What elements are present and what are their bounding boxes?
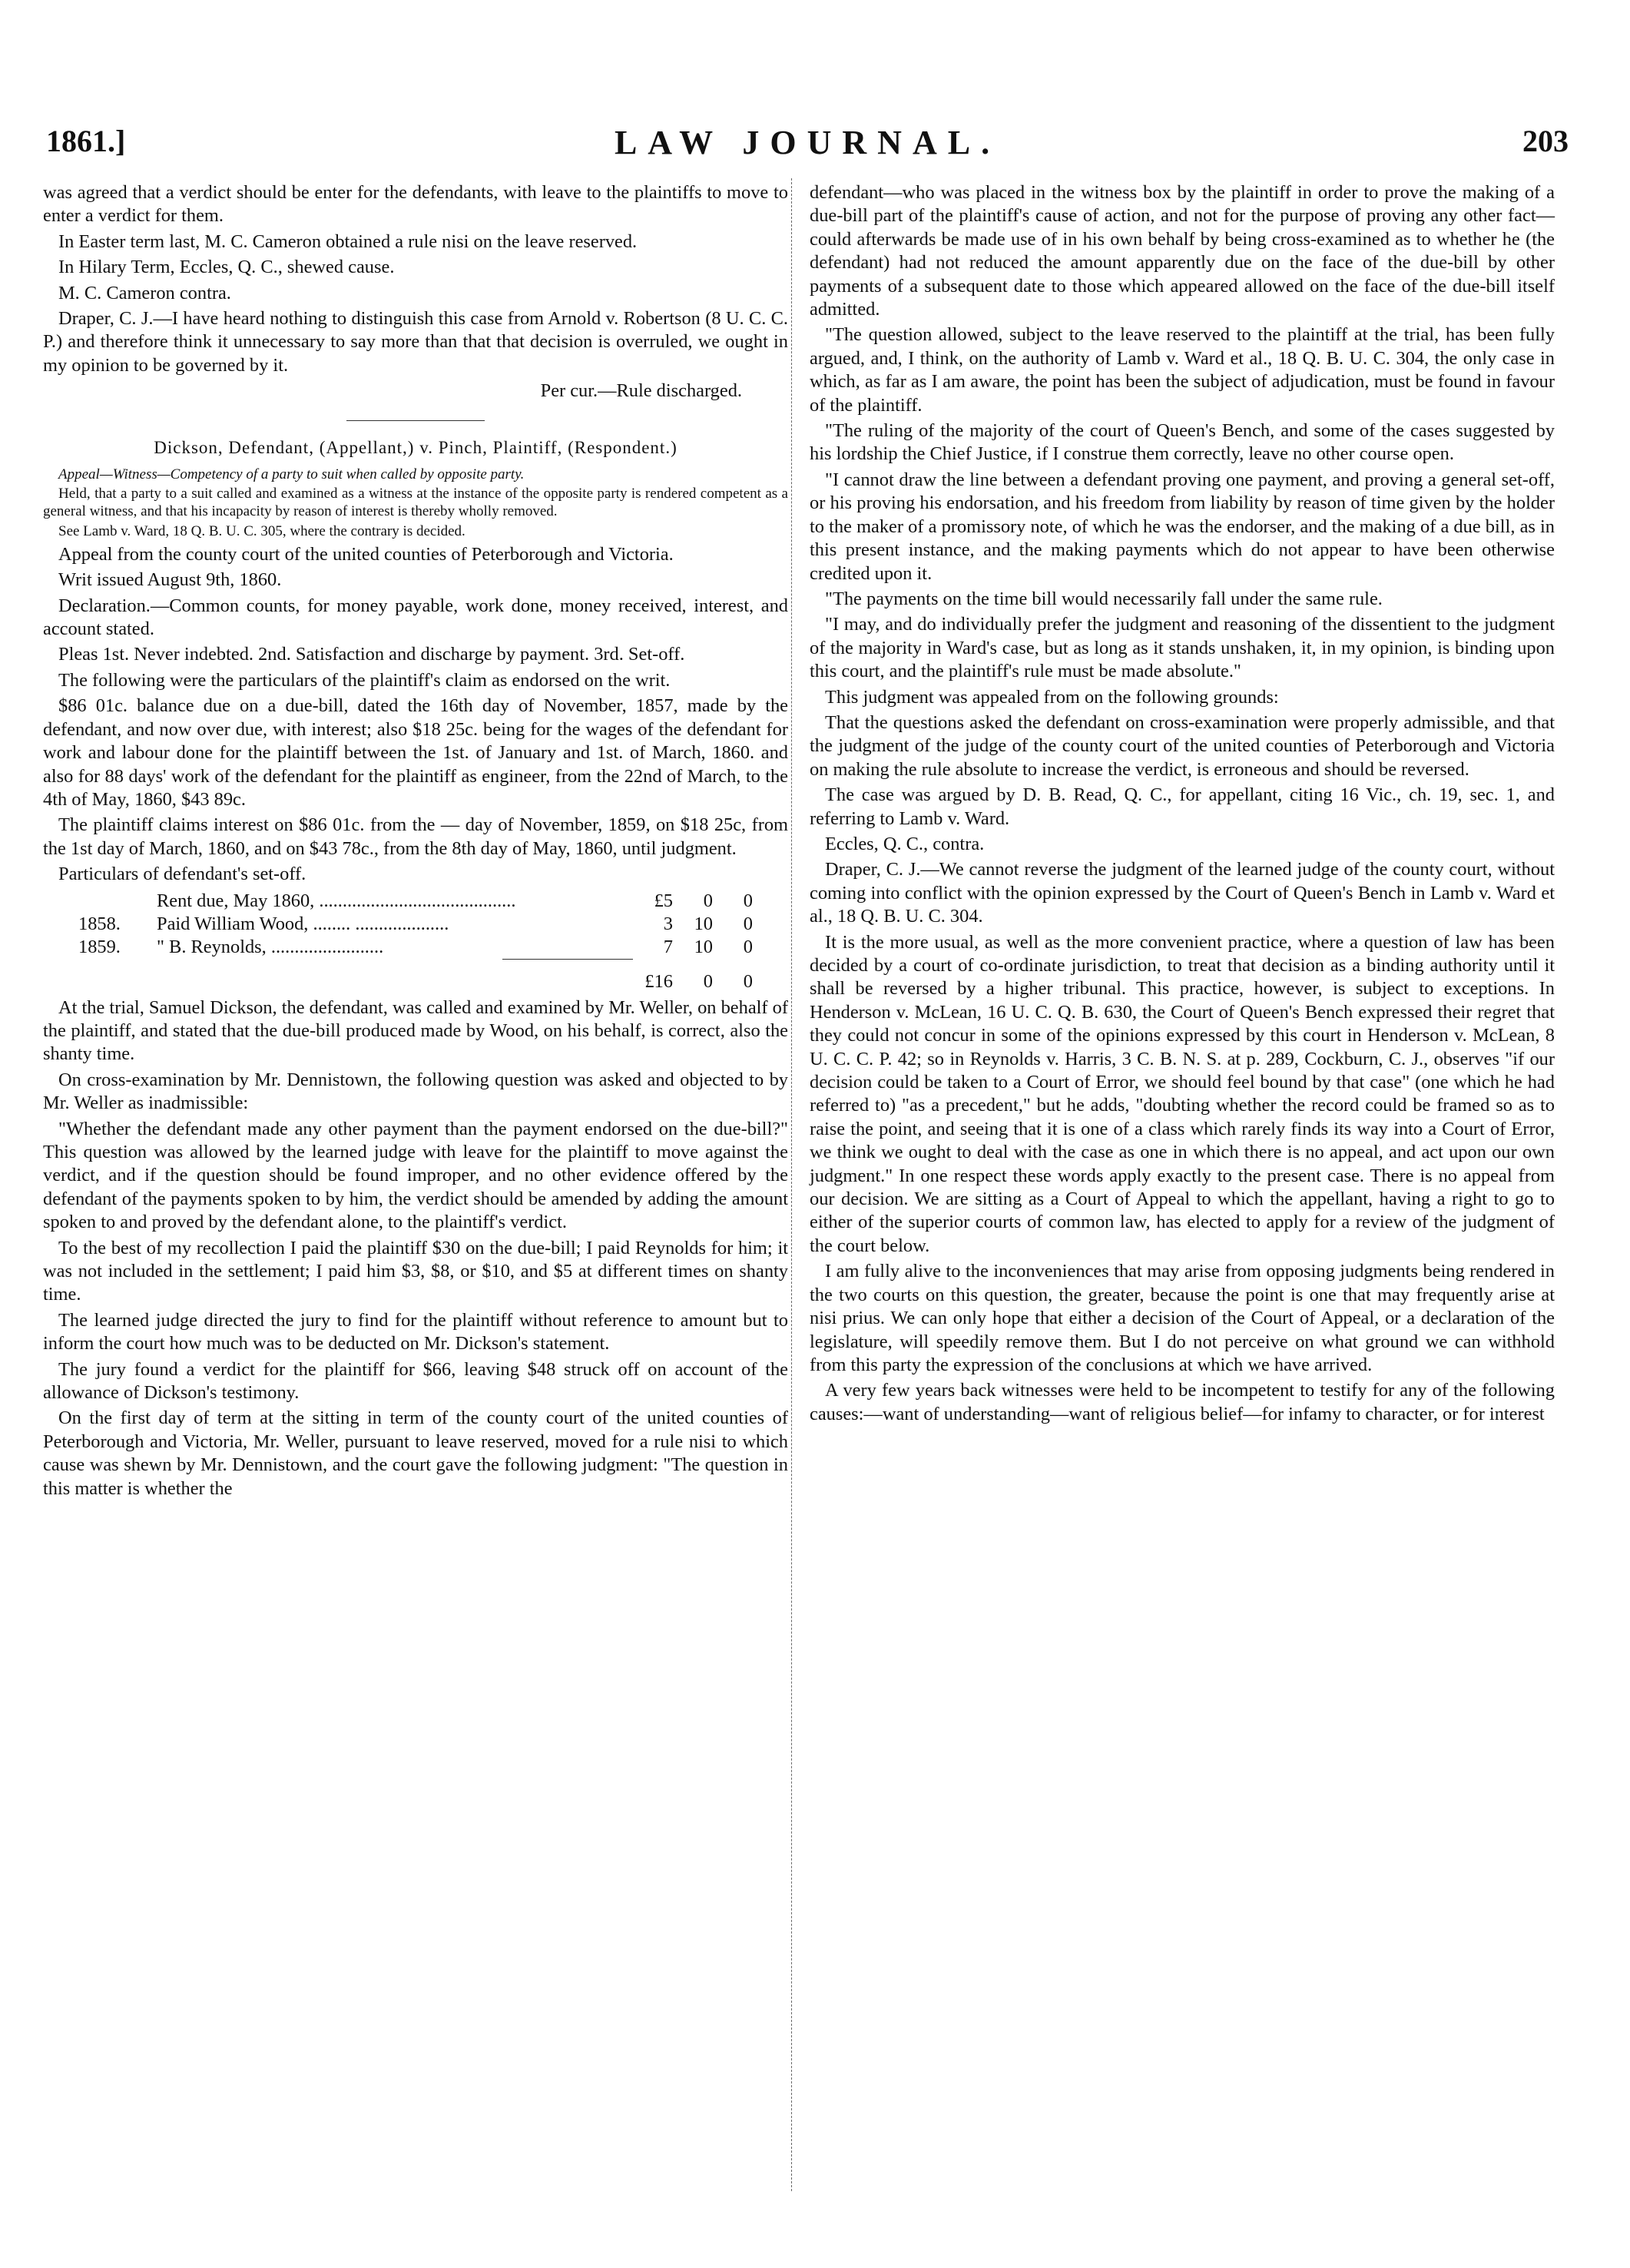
setoff-desc: Rent due, May 1860, .......................................... [157,890,516,911]
setoff-shillings: 10 [694,913,713,934]
setoff-pounds: £5 [654,890,673,911]
setoff-shillings: 0 [703,890,713,911]
paragraph: defendant—who was placed in the witness box by the plaintiff in order to prove the making of a due-bill part of the plaintiff's cause of action, and not for the purpose of proving any other fact—could afterwards be made use of in his own behalf by being cross-examined as to whether he (the defendant) had not reduced the amount apparently due on the face of the due-bill by other payments of a subsequent date to those which appeared allowed on the face of the due-bill itself admitted. [810,182,1555,320]
paragraph: The following were the particulars of the plaintiff's claim as endorsed on the writ. [58,669,671,691]
table-row [74,913,757,936]
paragraph: "The payments on the time bill would necessarily fall under the same rule. [825,588,1383,609]
setoff-total-pounds: £16 [644,970,673,992]
setoff-total-shillings: 0 [703,970,713,992]
setoff-pounds: 7 [663,936,673,957]
paragraph: "The question allowed, subject to the leave reserved to the plaintiff at the trial, has been fully argued, and, I think, on the authority of Lamb v. Ward et al., 18 Q. B. U. C. 304, the only case in which, as far as I am aware, the point has been the subject of adjudication, must be found in favour of the plaintiff. [810,324,1555,416]
paragraph: That the questions asked the defendant on cross-examination were properly admissible, and that the judgment of the judge of the county court of the united counties of Peterborough and Victoria on making the rule absolute to increase the verdict, is erroneous and should be reversed. [810,711,1555,780]
paragraph: was agreed that a verdict should be enter for the defendants, with leave to the plaintiffs to move to enter a verdict for them. [43,182,788,227]
paragraph: $86 01c. balance due on a due-bill, dated the 16th day of November, 1857, made by the defendant, and now over due, with interest; also $18 25c. being for the wages of the defendant for work and labour done for the plaintiff between the 1st. of January and 1st. of March, 1860. and also for 88 days' work of the defendant for the plaintiff as engineer, from the 22nd of March, to the 4th of May, 1860, $43 89c. [43,695,788,810]
setoff-pence: 0 [743,936,753,957]
case-title: Dickson, Defendant, (Appellant,) v. Pinch, Plaintiff, (Respondent.) [154,437,678,457]
paragraph: To the best of my recollection I paid the plaintiff $30 on the due-bill; I paid Reynolds for him; it was not included in the settlement; I paid him $3, $8, or $10, and $5 at different times on shanty time. [43,1237,788,1305]
journal-title: LAW JOURNAL. [614,124,1001,161]
paragraph: A very few years back witnesses were held to be incompetent to testify for any of the following causes:—want of understanding—want of religious belief—for infamy to character, or for interest [810,1380,1555,1424]
paragraph: "Whether the defendant made any other payment than the payment endorsed on the due-bill?" This question was allowed by the learned judge with leave for the plaintiff to move against the verdict, and if the question should be found improper, and no other evidence offered by the defendant of the payments spoken to by him, the verdict should be amended by adding the amount spoken to and proved by the defendant alone, to the plaintiff's verdict. [43,1118,788,1233]
section-divider [346,420,485,421]
paragraph: On the first day of term at the sitting in term of the county court of the united counties of Peterborough and Victoria, Mr. Weller, pursuant to leave reserved, moved for a rule nisi to which cause was shewn by Mr. Dennistown, and the court gave the following judgment: "The question in this matter is whether the [43,1408,788,1499]
setoff-table [74,890,757,993]
paragraph: M. C. Cameron contra. [58,282,231,303]
paragraph: Pleas 1st. Never indebted. 2nd. Satisfaction and discharge by payment. 3rd. Set-off. [58,644,685,665]
paragraph: I am fully alive to the inconveniences that may arise from opposing judgments being rendered in the two courts on this question, the greater, because the point is one that may frequently arise at nisi prius. We can only hope that either a decision of the Court of Appeal, or a declaration of the legislature, will speedily remove them. But I do not perceive on what ground we can withhold from this party the expression of the conclusions at which we have arrived. [810,1261,1555,1375]
paragraph: Writ issued August 9th, 1860. [58,569,282,591]
running-header [46,123,1569,177]
paragraph: The case was argued by D. B. Read, Q. C., for appellant, citing 16 Vic., ch. 19, sec. 1, and referring to Lamb v. Ward. [810,784,1555,829]
table-row [74,890,757,913]
paragraph: "I may, and do individually prefer the judgment and reasoning of the dissentient to the judgment of the majority in Ward's case, but as long as it stands unshaken, it, in my opinion, is binding upon this court, and the plaintiff's rule must be made absolute." [810,614,1555,682]
setoff-pence: 0 [743,913,753,934]
paragraph: The plaintiff claims interest on $86 01c. from the — day of November, 1859, on $18 25c, from the 1st day of March, 1860, and on $43 78c., from the 8th day of May, 1860, until judgment. [43,814,788,859]
headnote-subject: Appeal—Witness—Competency of a party to suit when called by opposite party. [58,466,525,482]
paragraph: The jury found a verdict for the plaintiff for $66, leaving $48 struck off on account of the allowance of Dickson's testimony. [43,1358,788,1404]
paragraph: It is the more usual, as well as the more convenient practice, where a question of law has been decided by a court of co-ordinate jurisdiction, to treat that decision as a binding authority until it shall be reversed by a higher tribunal. This practice, however, is subject to exceptions. In Henderson v. McLean, 16 U. C. Q. B. 630, the Court of Queen's Bench expressed their regret that they could not concur in some of the opinions expressed by this court in Henderson v. McLean, 8 U. C. C. P. 42; so in Reynolds v. Harris, 3 C. B. N. S. at p. 289, Cockburn, C. J., observes "if our decision could be taken to a Court of Error, we should feel bound by that case" (one which he had referred to) "as a precedent," but he adds, "doubting whether the record could be framed so as to raise the point, and seeing that it is one of a class which rarely finds its way into a Court of Error, we think we ought to deal with the case as one in which there is no appeal, and act upon our own judgment." In one respect these words apply exactly to the present case. There is no appeal from our decision. We are sitting as a Court of Appeal to which the appellant, having a right to go to either of the superior courts of common law, has elected to apply for a review of the judgment of the court below. [810,931,1555,1256]
paragraph: Eccles, Q. C., contra. [825,833,985,854]
paragraph: Appeal from the county court of the united counties of Peterborough and Victoria. [58,543,674,565]
paragraph: In Hilary Term, Eccles, Q. C., shewed cause. [58,257,395,278]
paragraph: "I cannot draw the line between a defendant proving one payment, and proving a general set-off, or his proving his endorsation, and his freedom from liability by reason of time given by the holder to the maker of a promissory note, of which he was the endorser, and the making of a due bill, as in this present instance, and the making payments which do not appear to have been otherwise credited upon it. [810,469,1555,584]
paragraph: At the trial, Samuel Dickson, the defendant, was called and examined by Mr. Weller, on behalf of the plaintiff, and stated that the due-bill produced made by Wood, on his behalf, is correct, also the shanty time. [43,996,788,1065]
headnote-held: Held, that a party to a suit called and examined as a witness at the instance of the opposite party is rendered competent as a general witness, and that his incapacity by reason of interest is thereby wholly removed. [43,486,788,520]
paragraph: Declaration.—Common counts, for money payable, work done, money received, interest, and account stated. [43,595,788,640]
setoff-year [74,890,152,913]
setoff-desc: Paid William Wood, ........ .................... [157,913,449,934]
setoff-desc: " B. Reynolds, ........................ [157,936,384,957]
paragraph: Draper, C. J.—We cannot reverse the judgment of the learned judge of the county court, without coming into conflict with the opinion expressed by the Court of Queen's Bench in Lamb v. Ward et al., 18 Q. B. U. C. 304. [810,859,1555,927]
paragraph: On cross-examination by Mr. Dennistown, the following question was asked and objected to by Mr. Weller as inadmissible: [43,1069,788,1114]
setoff-total-row [74,960,757,993]
page-number: 203 [1522,124,1569,158]
column-divider [791,178,792,2191]
table-row [74,936,757,959]
setoff-pence: 0 [743,890,753,911]
paragraph: The learned judge directed the jury to find for the plaintiff without reference to amount but to inform the court how much was to be deducted on Mr. Dickson's statement. [43,1309,788,1354]
headnote-see: See Lamb v. Ward, 18 Q. B. U. C. 305, where the contrary is decided. [58,523,465,540]
right-column [810,181,1555,1428]
setoff-total-pence: 0 [743,970,753,992]
setoff-shillings: 10 [694,936,713,957]
setoff-year: 1859. [78,936,121,957]
header-year: 1861.] [46,124,126,158]
paragraph: Draper, C. J.—I have heard nothing to distinguish this case from Arnold v. Robertson (8 U. C. C. P.) and therefore think it unnecessary to say more than that that decision is overruled, we ought in my opinion to be governed by it. [43,308,788,376]
paragraph: This judgment was appealed from on the following grounds: [825,686,1279,708]
judgment-result: Per cur.—Rule discharged. [540,380,742,402]
setoff-year: 1858. [78,913,121,934]
setoff-pounds: 3 [663,913,673,934]
paragraph: In Easter term last, M. C. Cameron obtained a rule nisi on the leave reserved. [58,230,638,252]
paragraph: "The ruling of the majority of the court of Queen's Bench, and some of the cases suggested by his lordship the Chief Justice, if I construe them correctly, leave no other course open. [810,420,1555,465]
left-column [43,181,788,1503]
setoff-heading: Particulars of defendant's set-off. [58,864,306,885]
